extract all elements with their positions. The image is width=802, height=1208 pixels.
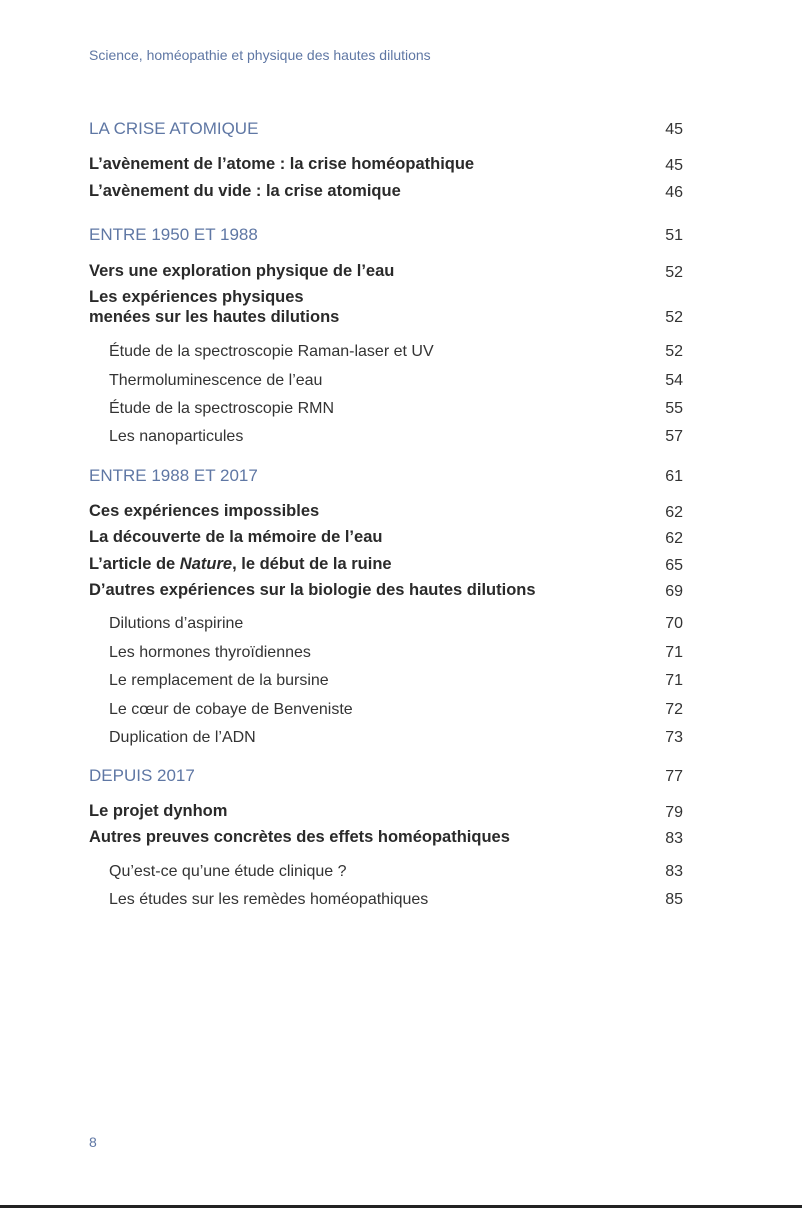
- toc-page-number: 51: [665, 227, 683, 245]
- toc-section-title: Les hormones thyroïdiennes: [109, 644, 311, 661]
- toc-section-title: Duplication de l’ADN: [109, 729, 256, 746]
- toc-part-entry: [89, 766, 683, 786]
- toc-chapter-entry: [89, 502, 683, 522]
- toc-chapter-title: [89, 555, 392, 575]
- toc-section-entry: [109, 862, 683, 881]
- toc-page-number: 46: [665, 183, 683, 201]
- toc-chapter-entry: [89, 802, 683, 822]
- toc-chapter-title-line: Les expériences physiques: [89, 288, 304, 306]
- toc-chapter-title: L’avènement du vide : la crise atomique: [89, 182, 401, 200]
- toc-page-number: 79: [665, 803, 683, 821]
- toc-part-title: LA CRISE ATOMIQUE: [89, 119, 259, 138]
- toc-section-title: Thermoluminescence de l’eau: [109, 372, 323, 389]
- toc-page-number: 83: [665, 863, 683, 880]
- toc-chapter-entry: [89, 828, 683, 848]
- toc-chapter-title: La découverte de la mémoire de l’eau: [89, 528, 383, 546]
- toc-part-title: ENTRE 1988 ET 2017: [89, 466, 258, 485]
- toc-page-number: 52: [665, 263, 683, 281]
- toc-page-number: 52: [665, 309, 683, 327]
- toc-chapter-title: [89, 288, 339, 328]
- toc-section-entry: [109, 643, 683, 662]
- toc-part-entry: [89, 466, 683, 486]
- toc-section-entry: [109, 728, 683, 747]
- toc-page-number: 71: [665, 672, 683, 689]
- toc-page-number: 65: [665, 556, 683, 574]
- toc-page-number: 73: [665, 729, 683, 746]
- toc-chapter-title: D’autres expériences sur la biologie des hautes dilutions: [89, 581, 536, 599]
- toc-section-entry: [109, 614, 683, 633]
- journal-title: Nature: [179, 555, 233, 573]
- toc-section-title: Dilutions d’aspirine: [109, 615, 244, 632]
- toc-page-number: 72: [665, 701, 683, 718]
- toc-chapter-title: Ces expériences impossibles: [89, 502, 320, 520]
- toc-page-number: 77: [665, 768, 683, 786]
- toc-page-number: 54: [665, 372, 683, 389]
- toc-page-number: 69: [665, 582, 683, 600]
- toc-title-suffix: , le début de la ruine: [232, 555, 392, 573]
- toc-page-number: 71: [665, 644, 683, 661]
- toc-chapter-title: Autres preuves concrètes des effets homéopathiques: [89, 828, 510, 846]
- toc-page-number: 62: [665, 529, 683, 547]
- toc-chapter-title-line: menées sur les hautes dilutions: [89, 307, 340, 326]
- toc-page-number: 70: [665, 615, 683, 632]
- toc-page-number: 85: [665, 891, 683, 908]
- toc-part-entry: [89, 119, 683, 139]
- toc-chapter-entry: [89, 182, 683, 202]
- toc-page-number: 57: [665, 428, 683, 445]
- toc-chapter-title: Le projet dynhom: [89, 802, 228, 820]
- toc-page-number: 83: [665, 829, 683, 847]
- toc-section-entry: [109, 399, 683, 418]
- toc-chapter-entry: [89, 262, 683, 282]
- toc-chapter-entry: [89, 555, 683, 575]
- toc-page-number: 52: [665, 343, 683, 360]
- toc-section-title: Qu’est-ce qu’une étude clinique ?: [109, 863, 347, 880]
- toc-chapter-title: Vers une exploration physique de l’eau: [89, 262, 395, 280]
- page-number: 8: [89, 1134, 97, 1150]
- toc-page-number: 45: [665, 156, 683, 174]
- toc-page-number: 45: [665, 121, 683, 139]
- toc-section-entry: [109, 342, 683, 361]
- toc-section-title: Les nanoparticules: [109, 428, 244, 445]
- toc-part-entry: [89, 225, 683, 245]
- toc-section-title: Les études sur les remèdes homéopathiques: [109, 891, 429, 908]
- toc-section-entry: [109, 890, 683, 909]
- running-header: Science, homéopathie et physique des hautes dilutions: [89, 47, 431, 63]
- toc-section-entry: [109, 427, 683, 446]
- toc-section-entry: [109, 371, 683, 390]
- toc-section-entry: [109, 700, 683, 719]
- toc-section-title: Le cœur de cobaye de Benveniste: [109, 701, 353, 718]
- toc-section-title: Le remplacement de la bursine: [109, 672, 329, 689]
- toc-chapter-entry: [89, 528, 683, 548]
- toc-section-entry: [109, 671, 683, 690]
- toc-chapter-entry: [89, 155, 683, 175]
- toc-page-number: 62: [665, 503, 683, 521]
- toc-page-number: 61: [665, 468, 683, 486]
- toc-chapter-title: L’avènement de l’atome : la crise homéopathique: [89, 155, 475, 173]
- toc-chapter-entry: [89, 288, 683, 328]
- toc-page-number: 55: [665, 400, 683, 417]
- toc-section-title: Étude de la spectroscopie RMN: [109, 400, 334, 417]
- toc-chapter-entry: [89, 581, 683, 601]
- toc-section-title: Étude de la spectroscopie Raman-laser et UV: [109, 343, 434, 360]
- toc-part-title: DEPUIS 2017: [89, 766, 195, 785]
- toc-title-prefix: L’article de: [89, 555, 180, 573]
- toc-part-title: ENTRE 1950 ET 1988: [89, 225, 258, 244]
